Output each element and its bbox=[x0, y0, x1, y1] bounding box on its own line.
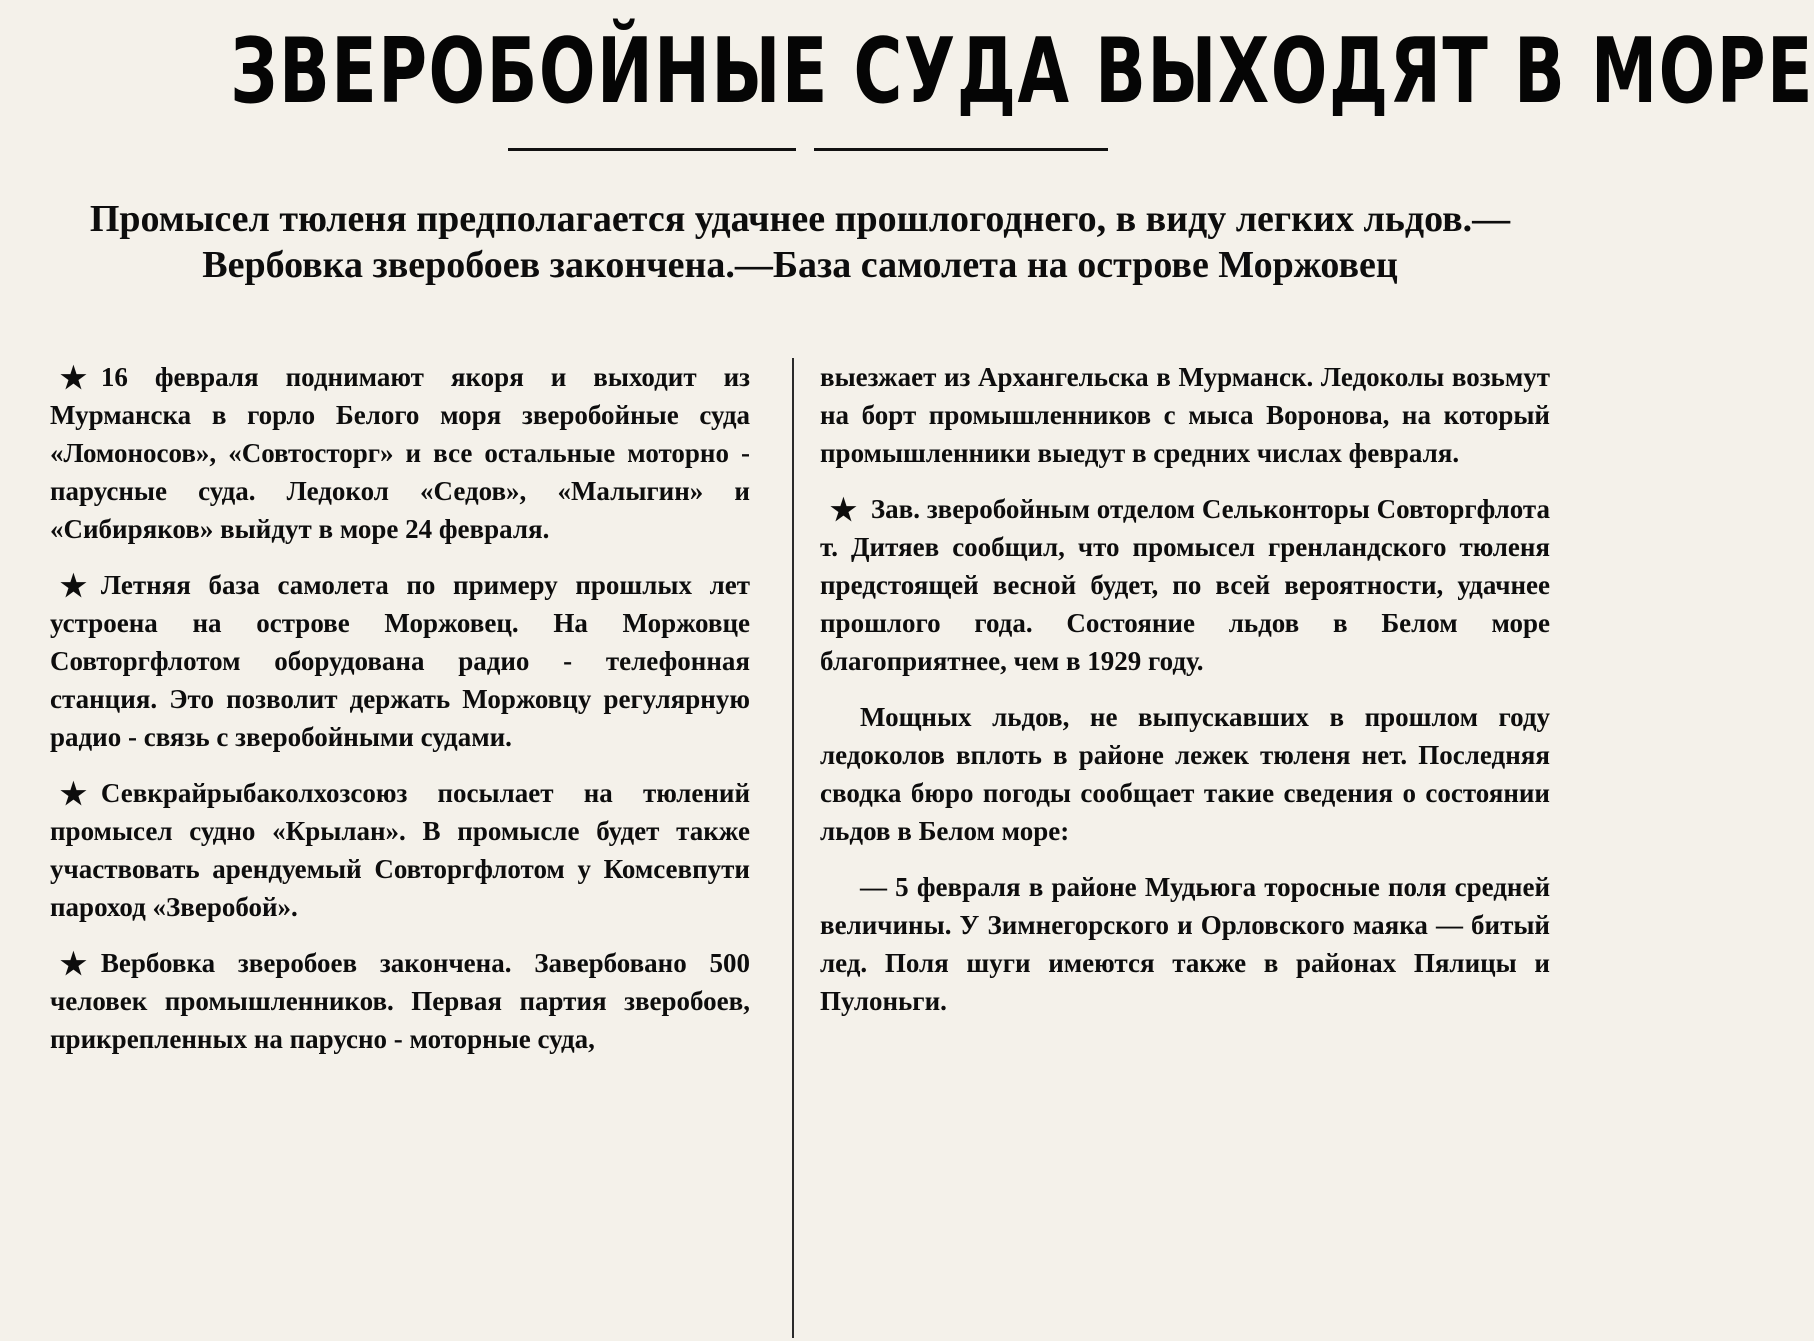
left-column bbox=[50, 358, 750, 1058]
right-column bbox=[820, 358, 1550, 1020]
paragraph-departure-text: 16 февраля поднимают якоря и выходит из Мурманска в горло Белого моря зверобойные суда «Ломоносов», «Совтосторг» и все остальные моторно - парусные суда. Ледокол «Седов», «Малыгин» и «Сибиряков» выйдут в море 24 февраля. bbox=[50, 362, 750, 544]
star-icon: ★ bbox=[60, 570, 87, 603]
star-icon: ★ bbox=[830, 494, 857, 527]
paragraph-forecast-text: Зав. зверобойным отделом Сельконторы Совторгфлота т. Дитяев сообщил, что промысел гренландского тюленя предстоящей весной будет, по всей вероятности, удачнее прошлого года. Состояние льдов в Белом море благоприятнее, чем в 1929 году. bbox=[820, 494, 1550, 676]
paragraph-weather-report bbox=[820, 868, 1550, 1020]
paragraph-weather-report-text: — 5 февраля в районе Мудьюга торосные поля средней величины. У Зимнегорского и Орловского маяка — битый лед. Поля шуги имеются также в районах Пялицы и Пулоньги. bbox=[820, 872, 1550, 1016]
subheadline: Промысел тюленя предполагается удачнее прошлогоднего, в виду легких льдов.—Вербовка зверобоев закончена.—База самолета на острове Моржовец bbox=[89, 198, 1511, 286]
star-icon: ★ bbox=[60, 948, 87, 981]
paragraph-aircraft-base bbox=[50, 566, 750, 756]
paragraph-recruitment bbox=[50, 944, 750, 1058]
headline: ЗВЕРОБОЙНЫЕ СУДА ВЫХОДЯТ В МОРЕ bbox=[230, 19, 1814, 124]
paragraph-icebreakers-text: выезжает из Архангельска в Мурманск. Ледоколы возьмут на борт промышленников с мыса Воронова, на который промышленники выедут в средних числах февраля. bbox=[820, 362, 1550, 468]
star-icon: ★ bbox=[60, 778, 87, 811]
paragraph-icebreakers bbox=[820, 358, 1550, 472]
headline-rule-gap bbox=[796, 146, 814, 154]
paragraph-aircraft-base-text: Летняя база самолета по примеру прошлых лет устроена на острове Моржовец. На Моржовце Совторгфлотом оборудована радио - телефонная станция. Это позволит держать Моржовцу регулярную радио - связь с зверобойными судами. bbox=[50, 570, 750, 752]
paragraph-forecast bbox=[820, 490, 1550, 680]
paragraph-recruitment-text: Вербовка зверобоев закончена. Завербовано 500 человек промышленников. Первая партия зверобоев, прикрепленных на парусно - моторные суда, bbox=[50, 948, 750, 1054]
column-divider bbox=[792, 358, 794, 1338]
paragraph-departure bbox=[50, 358, 750, 548]
paragraph-ice-conditions-text: Мощных льдов, не выпускавших в прошлом году ледоколов вплоть в районе лежек тюленя нет. Последняя сводка бюро погоды сообщает такие сведения о состоянии льдов в Белом море: bbox=[820, 702, 1550, 846]
paragraph-krylan bbox=[50, 774, 750, 926]
star-icon: ★ bbox=[60, 362, 87, 395]
paragraph-krylan-text: Севкрайрыбаколхозсоюз посылает на тюлений промысел судно «Крылан». В промысле будет также участвовать арендуемый Совторгфлотом у Комсевпути пароход «Зверобой». bbox=[50, 778, 750, 922]
article-body bbox=[50, 358, 1550, 1338]
paragraph-ice-conditions bbox=[820, 698, 1550, 850]
